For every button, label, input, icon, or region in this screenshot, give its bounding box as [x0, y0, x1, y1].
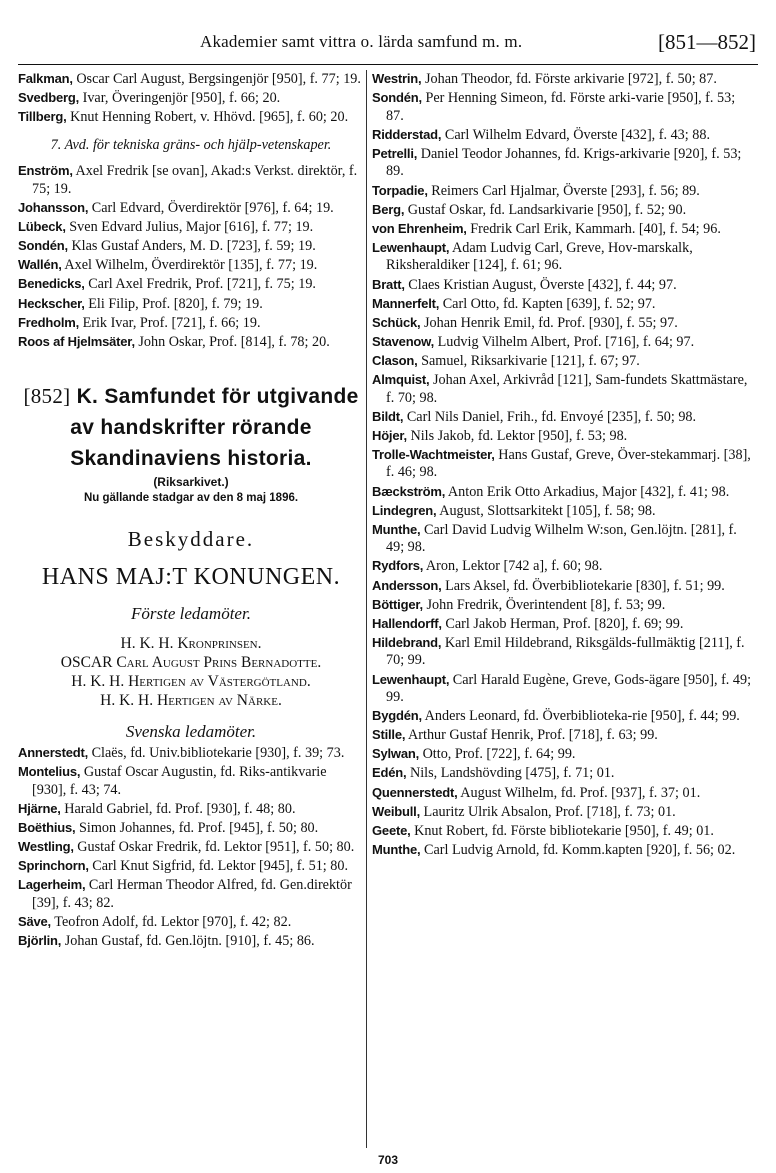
member-entry — [372, 577, 756, 596]
member-entry — [18, 256, 364, 275]
member-surname: Weibull, — [372, 803, 420, 819]
member-details: Simon Johannes, fd. Prof. [945], f. 50; 80. — [78, 820, 319, 837]
member-details: Gustaf Oskar, fd. Landsarkivarie [950], f. 52; 90. — [407, 201, 687, 218]
member-details: Claës, fd. Univ.bibliotekarie [930], f. 39; 73. — [91, 745, 345, 762]
member-surname: Munthe, — [372, 841, 421, 857]
member-surname: Westling, — [18, 839, 74, 855]
member-surname: Bæckström, — [372, 483, 446, 499]
member-details: Harald Gabriel, fd. Prof. [930], f. 48; 80. — [64, 801, 296, 818]
member-surname: Edén, — [372, 765, 407, 781]
member-details: Knut Robert, fd. Förste bibliotekarie [950], f. 49; 01. — [414, 822, 714, 839]
member-details: August, Slottsarkitekt [105], f. 58; 98. — [439, 502, 656, 519]
member-entry — [372, 333, 756, 352]
member-entry — [18, 800, 364, 819]
member-entry — [18, 876, 364, 912]
member-entry — [372, 239, 756, 275]
section-number: [852] — [23, 384, 71, 409]
member-surname: Munthe, — [372, 521, 421, 537]
member-surname: Sondén, — [18, 238, 68, 254]
member-details: Carl Knut Sigfrid, fd. Lektor [945], f. 51; 80. — [92, 858, 349, 875]
member-entry — [372, 521, 756, 557]
member-entry — [372, 784, 756, 803]
member-details: Ludvig Vilhelm Albert, Prof. [716], f. 64; 97. — [437, 333, 695, 350]
left-entries-7 — [18, 162, 364, 351]
member-details: Eli Filip, Prof. [820], f. 79; 19. — [88, 295, 263, 312]
left-entries-top — [18, 70, 364, 127]
member-surname: Lewenhaupt, — [372, 239, 450, 255]
member-details: Erik Ivar, Prof. [721], f. 66; 19. — [82, 314, 261, 331]
member-surname: Johansson, — [18, 200, 89, 216]
member-details: Samuel, Riksarkivarie [121], f. 67; 97. — [421, 352, 640, 369]
member-entry — [372, 295, 756, 314]
member-details: Carl Edvard, Överdirektör [976], f. 64; 19. — [91, 200, 334, 217]
member-entry — [18, 237, 364, 256]
member-entry — [372, 70, 756, 89]
member-surname: Almquist, — [372, 372, 430, 387]
section-parenthetical: (Riksarkivet.) — [153, 475, 229, 490]
member-surname: Hildebrand, — [372, 634, 442, 650]
member-surname: Benedicks, — [18, 276, 85, 292]
member-surname: Sprinchorn, — [18, 858, 89, 874]
member-details: Klas Gustaf Anders, M. D. [723], f. 59; 19. — [71, 238, 316, 255]
member-surname: Torpadie, — [372, 182, 428, 198]
member-entry — [18, 199, 364, 218]
member-surname: Bygdén, — [372, 708, 422, 724]
member-details: Nils, Landshövding [475], f. 71; 01. — [409, 765, 615, 782]
member-details: Carl Harald Eugène, Greve, Gods-ägare [950], f. 49; 99. — [386, 671, 752, 706]
member-entry — [372, 352, 756, 371]
member-details: Carl Ludvig Arnold, fd. Komm.kapten [920], f. 56; 02. — [423, 841, 736, 858]
member-entry — [372, 483, 756, 502]
member-details: Carl Otto, fd. Kapten [639], f. 52; 97. — [442, 295, 656, 312]
member-surname: Höjer, — [372, 427, 407, 443]
page-number: 703 — [377, 1153, 399, 1167]
member-surname: Lagerheim, — [18, 877, 86, 893]
konung-line: HANS MAJ:T KONUNGEN. — [41, 564, 341, 591]
member-entry — [372, 596, 756, 615]
member-surname: Annerstedt, — [18, 745, 89, 761]
member-surname: Schück, — [372, 314, 421, 330]
member-details: Anton Erik Otto Arkadius, Major [432], f. 41; 98. — [447, 483, 730, 500]
member-entry — [18, 89, 364, 108]
member-entry — [372, 314, 756, 333]
member-entry — [372, 145, 756, 181]
member-details: Johan Theodor, fd. Förste arkivarie [972], f. 50; 87. — [425, 71, 717, 87]
member-surname: Tillberg, — [18, 109, 67, 125]
member-surname: Ridderstad, — [372, 126, 442, 142]
beskyddare-heading: Beskyddare. — [127, 527, 255, 552]
member-surname: Svedberg, — [18, 90, 80, 106]
member-surname: Rydfors, — [372, 558, 424, 574]
forste-ledamot: H. K. H. Hertigen av Västergötland. — [71, 673, 311, 691]
member-details: Oscar Carl August, Bergsingenjör [950], f. 77; 19. — [76, 71, 361, 87]
member-entry — [18, 744, 364, 763]
member-entry — [18, 763, 364, 799]
running-header — [0, 30, 776, 60]
member-surname: Böttiger, — [372, 596, 423, 612]
member-details: Carl Axel Fredrik, Prof. [721], f. 75; 19. — [88, 276, 316, 293]
member-details: Knut Henning Robert, v. Hhövd. [965], f. 60; 20. — [70, 109, 349, 126]
member-details: Lauritz Ulrik Absalon, Prof. [718], f. 73; 01. — [423, 803, 676, 820]
member-details: August Wilhelm, fd. Prof. [937], f. 37; 01. — [460, 784, 701, 801]
member-surname: Falkman, — [18, 71, 73, 86]
member-surname: Hjärne, — [18, 801, 61, 817]
member-entry — [372, 89, 756, 125]
member-entry — [372, 126, 756, 145]
header-rule — [18, 64, 758, 65]
member-surname: Lindegren, — [372, 502, 437, 518]
member-entry — [18, 218, 364, 237]
member-details: Ivar, Överingenjör [950], f. 66; 20. — [82, 90, 281, 107]
member-entry — [18, 275, 364, 294]
member-details: Fredrik Carl Erik, Kammarh. [40], f. 54; 96. — [470, 220, 721, 237]
member-entry — [372, 276, 756, 295]
member-details: Carl Herman Theodor Alfred, fd. Gen.direktör [39], f. 43; 82. — [32, 877, 352, 912]
member-surname: Sondén, — [372, 90, 422, 106]
member-entry — [18, 70, 364, 89]
member-surname: Wallén, — [18, 257, 62, 273]
member-surname: Hallendorff, — [372, 615, 442, 631]
member-entry — [372, 446, 756, 482]
section-title: K. Samfundet för utgivande av handskrifter rörande Skandinaviens historia. — [70, 385, 359, 471]
member-details: Daniel Teodor Johannes, fd. Krigs-arkivarie [920], f. 53; 89. — [386, 145, 742, 180]
member-surname: Bratt, — [372, 276, 405, 292]
member-details: Lars Aksel, fd. Överbibliotekarie [830], f. 51; 99. — [445, 577, 725, 594]
member-entry — [372, 371, 756, 407]
member-details: Carl David Ludvig Wilhelm W:son, Gen.löjtn. [281], f. 49; 98. — [386, 521, 737, 556]
member-entry — [372, 671, 756, 707]
member-details: Hans Gustaf, Greve, Över-stekammarj. [38], f. 46; 98. — [386, 446, 751, 481]
member-details: Sven Edvard Julius, Major [616], f. 77; 19. — [69, 219, 314, 236]
member-details: Johan Gustaf, fd. Gen.löjtn. [910], f. 45; 86. — [64, 933, 315, 950]
member-details: Johan Axel, Arkivråd [121], Sam-fundets Skattmästare, f. 70; 98. — [386, 372, 748, 406]
forste-ledamot: H. K. H. Kronprinsen. — [120, 635, 262, 653]
member-details: Per Henning Simeon, fd. Förste arki-varie [950], f. 53; 87. — [386, 90, 736, 124]
member-entry — [18, 913, 364, 932]
member-surname: Westrin, — [372, 71, 422, 86]
member-entry — [372, 615, 756, 634]
member-entry — [372, 841, 756, 860]
member-surname: Geete, — [372, 822, 411, 838]
member-surname: Säve, — [18, 914, 51, 930]
member-entry — [372, 408, 756, 427]
member-surname: Trolle-Wachtmeister, — [372, 446, 495, 462]
member-entry — [372, 707, 756, 726]
header-section-range: [851—852] — [658, 30, 756, 54]
member-surname: Heckscher, — [18, 295, 85, 311]
member-details: Arthur Gustaf Henrik, Prof. [718], f. 63; 99. — [408, 727, 658, 744]
member-entry — [372, 764, 756, 783]
member-entry — [372, 726, 756, 745]
member-entry — [372, 201, 756, 220]
forste-ledamot: H. K. H. Hertigen av Närke. — [100, 692, 282, 710]
member-surname: Fredholm, — [18, 314, 80, 330]
member-details: Axel Wilhelm, Överdirektör [135], f. 77; 19. — [64, 257, 318, 274]
member-details: Reimers Carl Hjalmar, Överste [293], f. 56; 89. — [431, 182, 700, 199]
member-surname: Stille, — [372, 727, 406, 743]
member-details: Axel Fredrik [se ovan], Akad:s Verkst. direktör, f. 75; 19. — [32, 163, 358, 197]
member-details: Nils Jakob, fd. Lektor [950], f. 53; 98. — [410, 427, 628, 444]
member-surname: Andersson, — [372, 577, 442, 593]
member-entry — [372, 182, 756, 201]
member-surname: Lewenhaupt, — [372, 671, 450, 687]
member-entry — [372, 220, 756, 239]
svenska-ledamoter-heading: Svenska ledamöter. — [125, 722, 257, 742]
member-surname: Enström, — [18, 163, 73, 179]
member-entry — [372, 822, 756, 841]
member-surname: Quennerstedt, — [372, 784, 458, 800]
svenska-ledamoter-list — [18, 744, 364, 951]
member-details: Otto, Prof. [722], f. 64; 99. — [422, 746, 576, 763]
member-details: Carl Wilhelm Edvard, Överste [432], f. 43; 88. — [444, 126, 710, 143]
member-surname: Clason, — [372, 352, 418, 368]
member-surname: Stavenow, — [372, 333, 435, 349]
member-surname: Mannerfelt, — [372, 295, 440, 311]
member-surname: Roos af Hjelmsäter, — [18, 333, 135, 349]
member-details: Aron, Lektor [742 a], f. 60; 98. — [425, 558, 603, 575]
member-details: Anders Leonard, fd. Överbiblioteka-rie [950], f. 44; 99. — [424, 708, 740, 725]
section-852-heading — [18, 381, 364, 474]
section-statutes: Nu gällande stadgar av den 8 maj 1896. — [83, 492, 299, 505]
member-details: Claes Kristian August, Överste [432], f. 44; 97. — [408, 276, 677, 293]
forste-ledamoter-heading: Förste ledamöter. — [131, 604, 251, 624]
member-surname: Petrelli, — [372, 145, 418, 161]
member-entry — [372, 427, 756, 446]
right-column — [372, 70, 756, 860]
subsection-7-heading: 7. Avd. för tekniska gräns- och hjälp-vetenskaper. — [50, 136, 332, 153]
member-details: Carl Jakob Herman, Prof. [820], f. 69; 99. — [445, 615, 684, 632]
member-entry — [18, 333, 364, 352]
member-entry — [372, 502, 756, 521]
right-entries — [372, 70, 756, 859]
forste-ledamoter-list — [18, 634, 364, 710]
member-entry — [18, 108, 364, 127]
member-details: Teofron Adolf, fd. Lektor [970], f. 42; 82. — [54, 914, 292, 931]
member-entry — [372, 745, 756, 764]
member-entry — [18, 295, 364, 314]
member-surname: Montelius, — [18, 764, 81, 780]
member-surname: Sylwan, — [372, 746, 420, 762]
left-column — [18, 70, 364, 951]
column-divider — [366, 70, 367, 1148]
member-surname: Björlin, — [18, 933, 62, 949]
member-entry — [18, 314, 364, 333]
member-details: Carl Nils Daniel, Frih., fd. Envoyé [235], f. 50; 98. — [406, 408, 697, 425]
member-entry — [18, 162, 364, 198]
member-details: John Oskar, Prof. [814], f. 78; 20. — [138, 333, 330, 350]
member-entry — [18, 838, 364, 857]
member-details: John Fredrik, Överintendent [8], f. 53; 99. — [426, 596, 666, 613]
member-surname: Berg, — [372, 201, 405, 217]
member-surname: Bildt, — [372, 408, 404, 424]
member-entry — [18, 857, 364, 876]
member-entry — [372, 634, 756, 670]
header-title: Akademier samt vittra o. lärda samfund m. m. — [200, 32, 523, 51]
member-details: Adam Ludvig Carl, Greve, Hov-marskalk, Riksheraldiker [124], f. 61; 96. — [386, 239, 693, 274]
member-surname: Lübeck, — [18, 219, 66, 235]
forste-ledamot: OSCAR Carl August Prins Bernadotte. — [60, 654, 322, 672]
member-entry — [18, 819, 364, 838]
member-details: Karl Emil Hildebrand, Riksgälds-fullmäktig [211], f. 70; 99. — [386, 634, 745, 669]
member-entry — [372, 557, 756, 576]
member-surname: Boëthius, — [18, 820, 76, 836]
member-surname: von Ehrenheim, — [372, 220, 467, 236]
member-entry — [372, 803, 756, 822]
member-details: Gustaf Oscar Augustin, fd. Riks-antikvarie [930], f. 43; 74. — [32, 764, 327, 798]
member-details: Johan Henrik Emil, fd. Prof. [930], f. 55; 97. — [424, 314, 678, 331]
member-entry — [18, 932, 364, 951]
member-details: Gustaf Oskar Fredrik, fd. Lektor [951], f. 50; 80. — [77, 839, 355, 856]
